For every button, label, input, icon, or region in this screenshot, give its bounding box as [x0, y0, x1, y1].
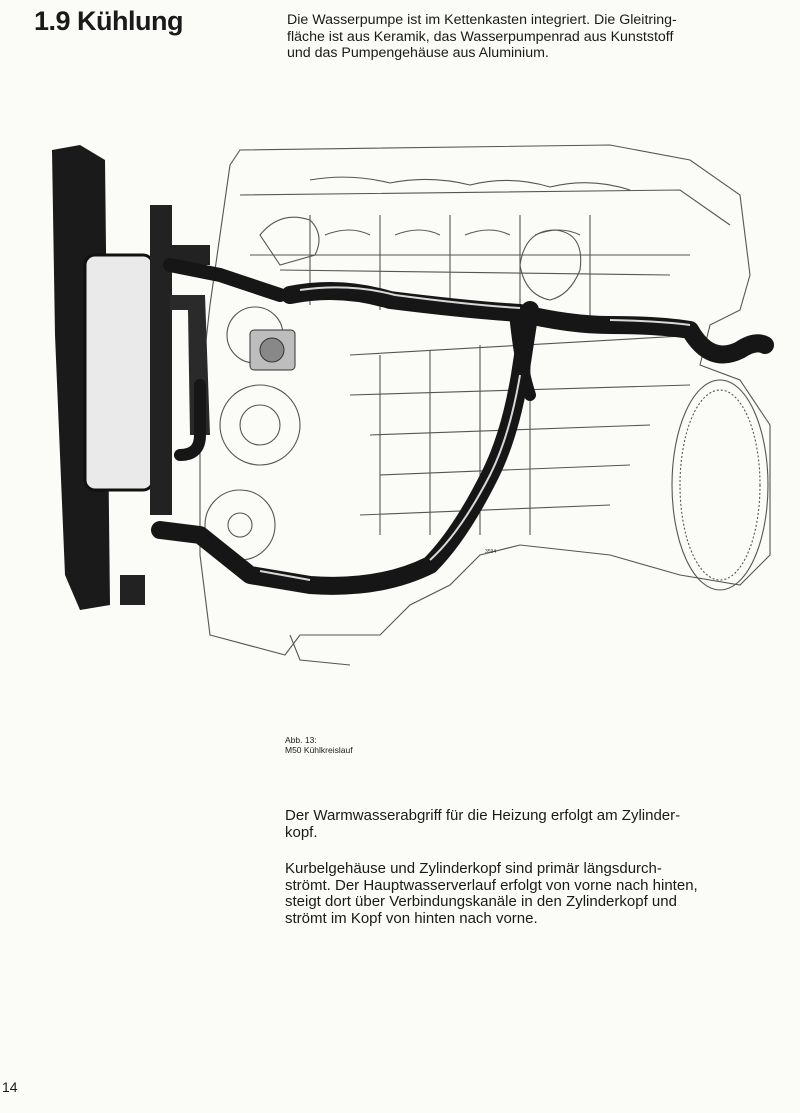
paragraph-line: strömt im Kopf von hinten nach vorne.	[285, 909, 538, 927]
intro-line: und das Pumpengehäuse aus Aluminium.	[287, 45, 549, 61]
body-paragraph-heating	[285, 808, 785, 841]
caption-title: M50 Kühlkreislauf	[285, 745, 353, 755]
caption-label: Abb. 13:	[285, 735, 317, 745]
section-heading: 1.9 Kühlung	[34, 6, 183, 36]
intro-line: fläche ist aus Keramik, das Wasserpumpenrad aus Kunststoff	[287, 28, 674, 45]
paragraph-line: Kurbelgehäuse und Zylinderkopf sind primär längsdurch-	[285, 860, 662, 877]
paragraph-line: strömt. Der Hauptwasserverlauf erfolgt von vorne nach hinten,	[285, 876, 698, 894]
coolant-hoses	[160, 265, 765, 586]
body-paragraph-flow	[285, 861, 785, 927]
water-pump-drawing	[250, 330, 295, 370]
paragraph-line: Der Warmwasserabgriff für die Heizung erfolgt am Zylinder-	[285, 807, 681, 824]
intro-text	[287, 12, 797, 62]
paragraph-line: steigt dort über Verbindungskanäle in den Zylinderkopf und	[285, 893, 677, 910]
paragraph-line: kopf.	[285, 823, 318, 841]
intro-line: Die Wasserpumpe ist im Kettenkasten integriert. Die Gleitring-	[287, 12, 677, 28]
page-number: 14	[2, 1079, 18, 1095]
figure-caption	[285, 735, 353, 755]
engine-cooling-illustration	[50, 135, 790, 675]
figure-stamp: 3594	[485, 549, 497, 555]
